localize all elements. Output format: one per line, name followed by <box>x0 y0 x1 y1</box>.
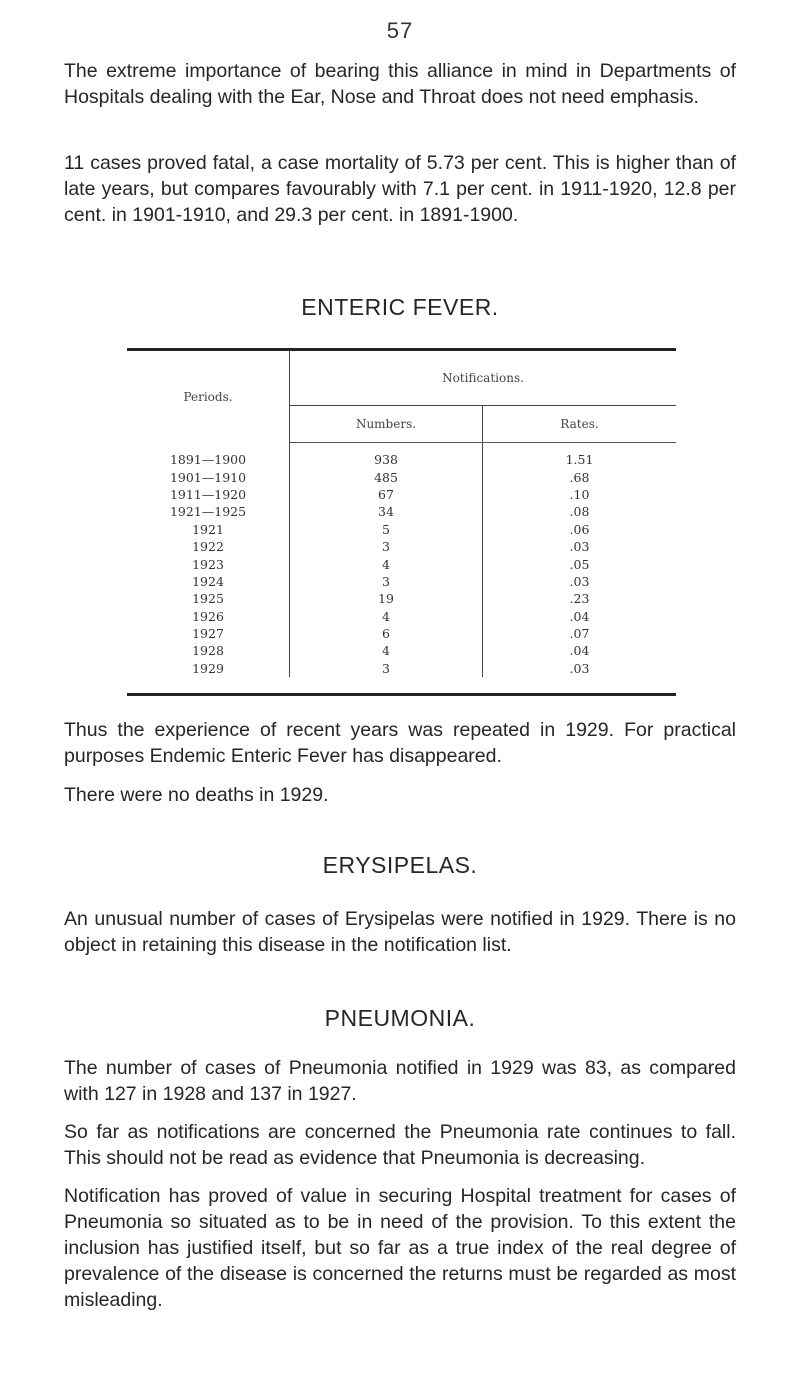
rate-cell: .08 <box>483 503 677 520</box>
period-cell: 1922 <box>192 539 224 555</box>
rate-cell: .04 <box>483 642 677 659</box>
pneumonia-value-paragraph: Notification has proved of value in securing Hospital treatment for cases of Pneumonia so situated as to be in need of the provision. To this extent the inclusion has justified itself, but so far as a true index of the real degree of prevalence of the disease is concerned the returns must be regarded as most misleading. <box>64 1185 736 1311</box>
number-cell: 3 <box>290 660 483 677</box>
number-cell: 19 <box>290 590 483 607</box>
number-cell: 67 <box>290 486 483 503</box>
table-row <box>127 521 676 538</box>
period-cell: 1921 <box>192 521 224 537</box>
enteric-deaths-paragraph: There were no deaths in 1929. <box>64 784 329 806</box>
enteric-experience-paragraph: Thus the experience of recent years was repeated in 1929. For practical purposes Endemic Enteric Fever has disappeared. <box>64 719 736 767</box>
rate-cell: .03 <box>483 573 677 590</box>
number-cell: 6 <box>290 625 483 642</box>
number-cell: 4 <box>290 555 483 572</box>
number-cell: 4 <box>290 642 483 659</box>
number-cell: 3 <box>290 573 483 590</box>
period-cell: 1921—1925 <box>169 504 247 520</box>
table-row <box>127 660 676 677</box>
header-periods: Periods. <box>183 389 233 404</box>
period-cell: 1923 <box>192 556 224 572</box>
erysipelas-heading: ERYSIPELAS. <box>322 852 478 878</box>
number-cell: 5 <box>290 521 483 538</box>
number-cell: 938 <box>290 451 483 468</box>
table-row <box>127 538 676 555</box>
header-numbers: Numbers. <box>290 406 483 443</box>
header-notifications: Notifications. <box>290 351 677 406</box>
rate-cell: .68 <box>483 468 677 485</box>
period-cell: 1911—1920 <box>169 486 247 502</box>
table-row <box>127 555 676 572</box>
table-row <box>127 625 676 642</box>
table-row <box>127 451 676 468</box>
table-row <box>127 503 676 520</box>
number-cell: 485 <box>290 468 483 485</box>
enteric-fever-heading: ENTERIC FEVER. <box>301 294 499 320</box>
erysipelas-paragraph: An unusual number of cases of Erysipelas were notified in 1929. There is no object in retaining this disease in the notification list. <box>64 908 736 956</box>
pneumonia-heading: PNEUMONIA. <box>324 1005 476 1031</box>
period-cell: 1929 <box>192 660 224 676</box>
table-row <box>127 573 676 590</box>
period-cell: 1924 <box>192 573 224 589</box>
period-cell: 1927 <box>192 626 224 642</box>
period-cell: 1928 <box>192 643 224 659</box>
table-row <box>127 642 676 659</box>
rate-cell: 1.51 <box>483 451 677 468</box>
period-cell: 1891—1900 <box>169 452 247 468</box>
rate-cell: .07 <box>483 625 677 642</box>
intro-paragraph: The extreme importance of bearing this alliance in mind in Departments of Hospitals dealing with the Ear, Nose and Throat does not need emphasis. <box>64 60 736 108</box>
rate-cell: .04 <box>483 608 677 625</box>
rate-cell: .10 <box>483 486 677 503</box>
table-row <box>127 608 676 625</box>
header-rates: Rates. <box>483 406 677 443</box>
table-row <box>127 486 676 503</box>
rate-cell: .05 <box>483 555 677 572</box>
period-cell: 1901—1910 <box>169 469 247 485</box>
rate-cell: .03 <box>483 660 677 677</box>
rate-cell: .03 <box>483 538 677 555</box>
period-cell: 1926 <box>192 608 224 624</box>
pneumonia-number-paragraph: The number of cases of Pneumonia notified in 1929 was 83, as compared with 127 in 1928 and 137 in 1927. <box>64 1057 736 1105</box>
number-cell: 4 <box>290 608 483 625</box>
table-row <box>127 468 676 485</box>
pneumonia-rate-paragraph: So far as notifications are concerned the Pneumonia rate continues to fall. This should not be read as evidence that Pneumonia is decreasing. <box>64 1121 736 1169</box>
number-cell: 3 <box>290 538 483 555</box>
mortality-paragraph: 11 cases proved fatal, a case mortality of 5.73 per cent. This is higher than of late years, but compares favourably with 7.1 per cent. in 1911-1920, 12.8 per cent. in 1901-1910, and 29.3 per cent. in 1891-1900. <box>64 152 736 226</box>
page-number: 57 <box>386 18 414 43</box>
table-row <box>127 590 676 607</box>
rate-cell: .23 <box>483 590 677 607</box>
period-cell: 1925 <box>192 591 224 607</box>
rate-cell: .06 <box>483 521 677 538</box>
enteric-fever-table <box>127 348 676 696</box>
number-cell: 34 <box>290 503 483 520</box>
